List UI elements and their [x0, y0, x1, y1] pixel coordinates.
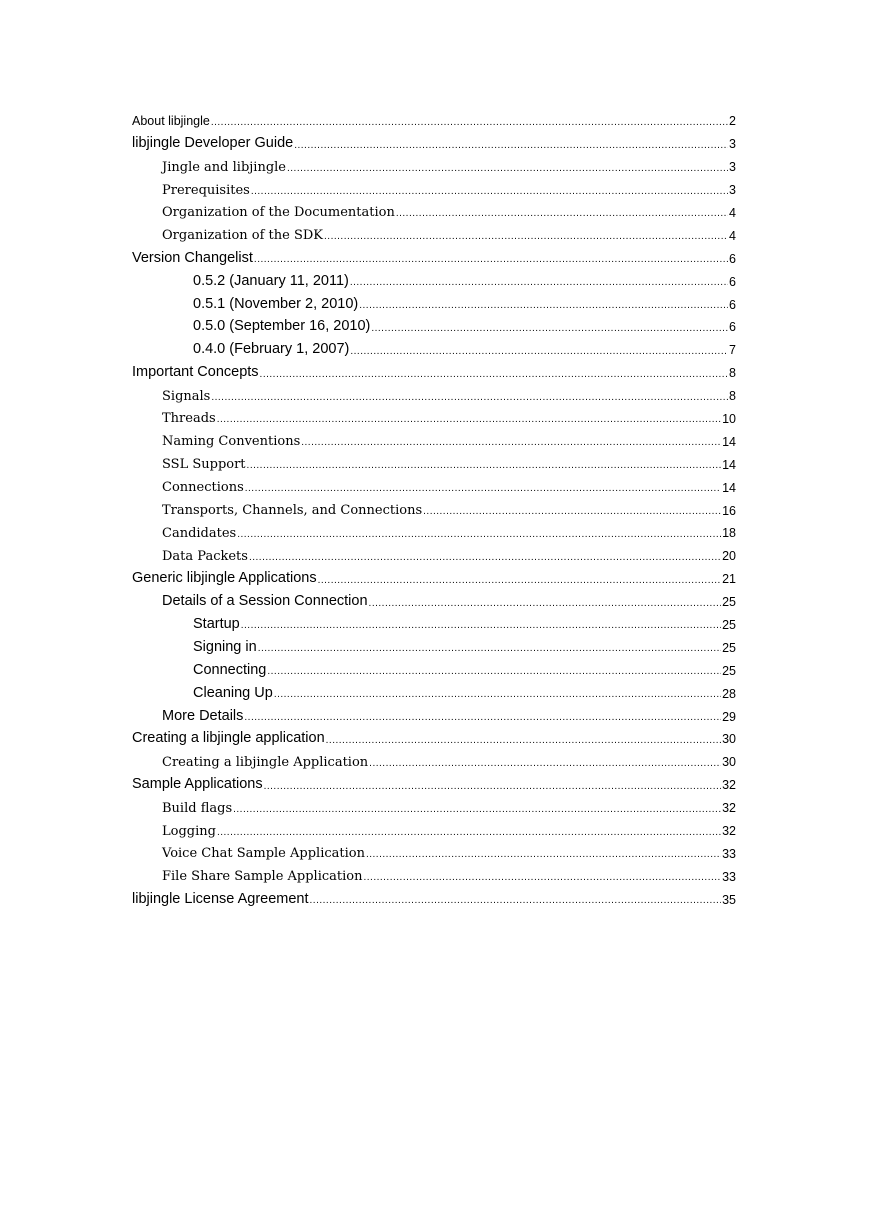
toc-dot-leader	[326, 736, 721, 746]
toc-dot-leader	[274, 690, 721, 700]
toc-page-number: 25	[722, 595, 736, 610]
toc-dot-leader	[366, 850, 721, 860]
toc-dot-leader	[369, 759, 721, 769]
toc-entry-candidates[interactable]	[132, 517, 736, 540]
toc-entry-version-051[interactable]	[132, 288, 736, 311]
toc-entry-title: Details of a Session Connection	[162, 593, 368, 610]
toc-page-number: 3	[729, 160, 736, 175]
toc-dot-leader	[287, 164, 728, 174]
toc-entry-logging[interactable]	[132, 815, 736, 838]
toc-dot-leader	[324, 232, 728, 242]
toc-entry-title: Voice Chat Sample Application	[162, 846, 365, 862]
toc-entry-signing-in[interactable]	[132, 631, 736, 654]
toc-entry-title: libjingle Developer Guide	[132, 135, 294, 152]
toc-entry-title: Organization of the SDK	[162, 228, 324, 244]
toc-dot-leader	[217, 828, 721, 838]
toc-entry-title: More Details	[162, 707, 244, 724]
toc-entry-title: 0.5.1 (November 2, 2010)	[193, 295, 359, 312]
toc-entry-title: 0.4.0 (February 1, 2007)	[193, 341, 350, 358]
toc-dot-leader	[350, 278, 728, 288]
toc-page-number: 25	[722, 663, 736, 678]
toc-entry-title: Important Concepts	[132, 364, 259, 381]
toc-entry-version-040[interactable]	[132, 334, 736, 357]
toc-page-number: 4	[729, 228, 736, 243]
toc-dot-leader	[359, 301, 728, 311]
toc-dot-leader	[423, 507, 721, 517]
toc-dot-leader	[350, 347, 728, 357]
toc-entry-build-flags[interactable]	[132, 792, 736, 815]
toc-entry-title: Generic libjingle Applications	[132, 570, 317, 587]
toc-dot-leader	[310, 896, 722, 906]
toc-dot-leader	[369, 599, 722, 609]
toc-entry-threads[interactable]	[132, 403, 736, 426]
toc-page-number: 4	[729, 205, 736, 220]
toc-entry-title: Sample Applications	[132, 776, 263, 793]
toc-page-number: 16	[722, 503, 736, 518]
toc-entry-file-share-sample[interactable]	[132, 860, 736, 883]
toc-page-number: 32	[722, 801, 736, 816]
toc-entry-cleaning-up[interactable]	[132, 677, 736, 700]
toc-dot-leader	[249, 553, 721, 563]
toc-dot-leader	[247, 461, 722, 471]
toc-dot-leader	[363, 873, 721, 883]
toc-entry-version-050[interactable]	[132, 311, 736, 334]
toc-page-number: 14	[722, 434, 736, 449]
toc-entry-jingle-and-libjingle[interactable]	[132, 151, 736, 174]
toc-dot-leader	[245, 484, 721, 494]
toc-entry-startup[interactable]	[132, 609, 736, 632]
toc-dot-leader	[318, 576, 722, 586]
toc-page-number: 2	[729, 114, 736, 129]
toc-entry-ssl-support[interactable]	[132, 448, 736, 471]
toc-dot-leader	[260, 370, 729, 380]
toc-dot-leader	[264, 782, 722, 792]
toc-entry-signals[interactable]	[132, 380, 736, 403]
toc-entry-title: Naming Conventions	[162, 434, 301, 450]
toc-dot-leader	[258, 644, 721, 654]
toc-entry-generic-applications[interactable]	[132, 563, 736, 586]
toc-page-number: 20	[722, 549, 736, 564]
table-of-contents	[132, 105, 736, 906]
toc-dot-leader	[237, 530, 721, 540]
toc-dot-leader	[371, 324, 728, 334]
toc-page-number: 3	[729, 183, 736, 198]
toc-entry-title: 0.5.0 (September 16, 2010)	[193, 318, 371, 335]
toc-entry-title: libjingle License Agreement	[132, 890, 309, 907]
toc-entry-important-concepts[interactable]	[132, 357, 736, 380]
toc-dot-leader	[396, 209, 728, 219]
toc-page-number: 10	[722, 411, 736, 426]
toc-page-number: 14	[722, 457, 736, 472]
toc-entry-title: Transports, Channels, and Connections	[162, 503, 423, 519]
toc-dot-leader	[294, 141, 728, 151]
toc-page-number: 14	[722, 480, 736, 495]
toc-entry-title: Threads	[162, 411, 216, 427]
toc-entry-developer-guide[interactable]	[132, 128, 736, 151]
toc-dot-leader	[211, 118, 728, 128]
toc-entry-transports-channels-connections[interactable]	[132, 494, 736, 517]
toc-entry-license-agreement[interactable]	[132, 883, 736, 906]
toc-entry-organization-documentation[interactable]	[132, 197, 736, 220]
toc-entry-title: Organization of the Documentation	[162, 205, 395, 221]
toc-entry-title: Connecting	[193, 661, 267, 678]
toc-dot-leader	[251, 187, 728, 197]
toc-entry-title: Cleaning Up	[193, 684, 273, 701]
toc-page-number: 33	[722, 846, 736, 861]
toc-entry-version-changelist[interactable]	[132, 242, 736, 265]
toc-page-number: 32	[722, 778, 736, 793]
toc-entry-title: Jingle and libjingle	[162, 159, 286, 175]
toc-entry-title: Prerequisites	[162, 182, 250, 198]
toc-page-number: 30	[722, 732, 736, 747]
toc-entry-sample-applications[interactable]	[132, 769, 736, 792]
toc-entry-voice-chat-sample[interactable]	[132, 838, 736, 861]
toc-entry-title: Data Packets	[162, 548, 248, 564]
toc-entry-prerequisites[interactable]	[132, 174, 736, 197]
toc-dot-leader	[217, 415, 721, 425]
toc-entry-title: Signals	[162, 388, 211, 404]
toc-entry-title: Logging	[162, 823, 216, 839]
toc-entry-title: Candidates	[162, 525, 237, 541]
toc-page-number: 7	[729, 343, 736, 358]
toc-entry-title: Creating a libjingle application	[132, 730, 325, 747]
toc-entry-title: SSL Support	[162, 457, 246, 473]
toc-page-number: 18	[722, 526, 736, 541]
toc-page-number: 21	[722, 572, 736, 587]
toc-page-number: 6	[729, 320, 736, 335]
toc-dot-leader	[267, 667, 721, 677]
toc-entry-title: Connections	[162, 480, 244, 496]
toc-entry-title: Creating a libjingle Application	[162, 754, 369, 770]
toc-page-number: 33	[722, 869, 736, 884]
toc-entry-title: About libjingle	[132, 114, 210, 129]
toc-entry-title: Signing in	[193, 638, 257, 655]
toc-dot-leader	[254, 255, 728, 265]
toc-entry-title: Version Changelist	[132, 249, 253, 266]
toc-page-number: 8	[729, 366, 736, 381]
toc-entry-creating-application[interactable]	[132, 723, 736, 746]
toc-entry-organization-sdk[interactable]	[132, 219, 736, 242]
toc-page-number: 6	[729, 274, 736, 289]
toc-dot-leader	[301, 438, 721, 448]
toc-entry-session-connection-details[interactable]	[132, 586, 736, 609]
toc-page-number: 30	[722, 755, 736, 770]
toc-dot-leader	[244, 713, 721, 723]
toc-entry-title: 0.5.2 (January 11, 2011)	[193, 272, 349, 289]
toc-entry-about-libjingle[interactable]	[132, 105, 736, 128]
toc-page-number: 35	[722, 892, 736, 907]
toc-page-number: 25	[722, 640, 736, 655]
toc-entry-connections[interactable]	[132, 471, 736, 494]
toc-entry-version-052[interactable]	[132, 265, 736, 288]
toc-page-number: 6	[729, 251, 736, 266]
toc-page-number: 29	[722, 709, 736, 724]
toc-page-number: 25	[722, 617, 736, 632]
toc-entry-data-packets[interactable]	[132, 540, 736, 563]
toc-page-number: 3	[729, 137, 736, 152]
toc-page-number: 32	[722, 824, 736, 838]
toc-page-number: 28	[722, 686, 736, 701]
toc-page-number: 6	[729, 297, 736, 312]
toc-dot-leader	[241, 621, 721, 631]
toc-entry-more-details[interactable]	[132, 700, 736, 723]
toc-entry-naming-conventions[interactable]	[132, 425, 736, 448]
toc-entry-connecting[interactable]	[132, 654, 736, 677]
toc-entry-title: Build flags	[162, 800, 233, 816]
toc-dot-leader	[211, 393, 728, 403]
toc-entry-title: Startup	[193, 615, 240, 632]
toc-dot-leader	[233, 805, 721, 815]
toc-entry-title: File Share Sample Application	[162, 869, 363, 885]
toc-page-number: 8	[729, 389, 736, 404]
toc-entry-creating-application-sub[interactable]	[132, 746, 736, 769]
